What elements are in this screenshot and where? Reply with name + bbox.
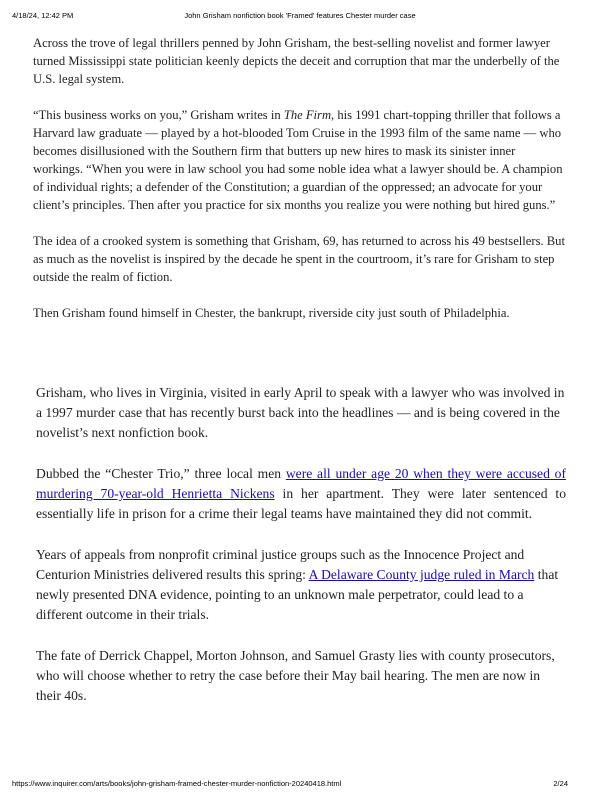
judge-ruling-link[interactable]: A Delaware County judge ruled in March bbox=[308, 567, 535, 582]
print-date: 4/18/24, 12:42 PM bbox=[12, 11, 74, 20]
article-paragraph: The idea of a crooked system is something that Grisham, 69, has returned to across his 49 bestsellers. But as much as the novelist is inspired by the decade he spent in the courtroom, it’s rare for Grisham to step outside the realm of fiction. bbox=[33, 234, 565, 284]
article-paragraph: Across the trove of legal thrillers penned by John Grisham, the best-selling novelist and former lawyer turned Mississippi state politician keenly depicts the deceit and corruption that mar the underbelly of the U.S. legal system. bbox=[33, 36, 560, 86]
article-body-bottom bbox=[36, 383, 566, 727]
case-link[interactable]: were all under age 20 when they were accused of murdering 70-year-old Henrietta Nickens bbox=[36, 466, 566, 501]
article-body-top bbox=[33, 34, 565, 340]
article-paragraph: Then Grisham found himself in Chester, the bankrupt, riverside city just south of Philadelphia. bbox=[33, 306, 510, 320]
print-footer bbox=[12, 779, 588, 791]
article-paragraph: The fate of Derrick Chappel, Morton Johnson, and Samuel Grasty lies with county prosecutors, who will choose whether to retry the case before their May bail hearing. The men are now in their 40s. bbox=[36, 648, 555, 703]
article-paragraph: Years of appeals from nonprofit criminal justice groups such as the Innocence Project and Centurion Ministries delivered results this spring: A Delaware County judge ruled in March that newly presented DNA evidence, pointing to an unknown male perpetrator, could lead to a different outcome in their trials. bbox=[36, 547, 559, 622]
article-paragraph: “This business works on you,” Grisham writes in The Firm, his 1991 chart-topping thriller that follows a Harvard law graduate — played by a hot-blooded Tom Cruise in the 1993 film of the same name — who becomes disillusioned with the Southern firm that butters up new hires to mask its sinister inner workings. “When you were in law school you had some noble idea what a lawyer should be. A champion of individual rights; a defender of the Constitution; a guardian of the oppressed; an advocate for your client’s principles. Then after you practice for six months you realize you were nothing but hired guns.” bbox=[33, 108, 563, 212]
print-page-title: John Grisham nonfiction book 'Framed' features Chester murder case bbox=[184, 11, 416, 20]
book-title: The Firm bbox=[283, 108, 332, 122]
article-paragraph: Grisham, who lives in Virginia, visited in early April to speak with a lawyer who was involved in a 1997 murder case that has recently burst back into the headlines — and is being covered in the novelist’s next nonfiction book. bbox=[36, 385, 565, 440]
print-url: https://www.inquirer.com/arts/books/john-grisham-framed-chester-murder-nonfiction-20240418.html bbox=[12, 779, 342, 788]
article-paragraph: Dubbed the “Chester Trio,” three local men were all under age 20 when they were accused of murdering 70-year-old Henrietta Nickens in her apartment. They were later sentenced to essentially life in prison for a crime their legal teams have maintained they did not commit. bbox=[36, 466, 567, 521]
print-header bbox=[12, 11, 588, 23]
page-number: 2/24 bbox=[553, 779, 568, 788]
